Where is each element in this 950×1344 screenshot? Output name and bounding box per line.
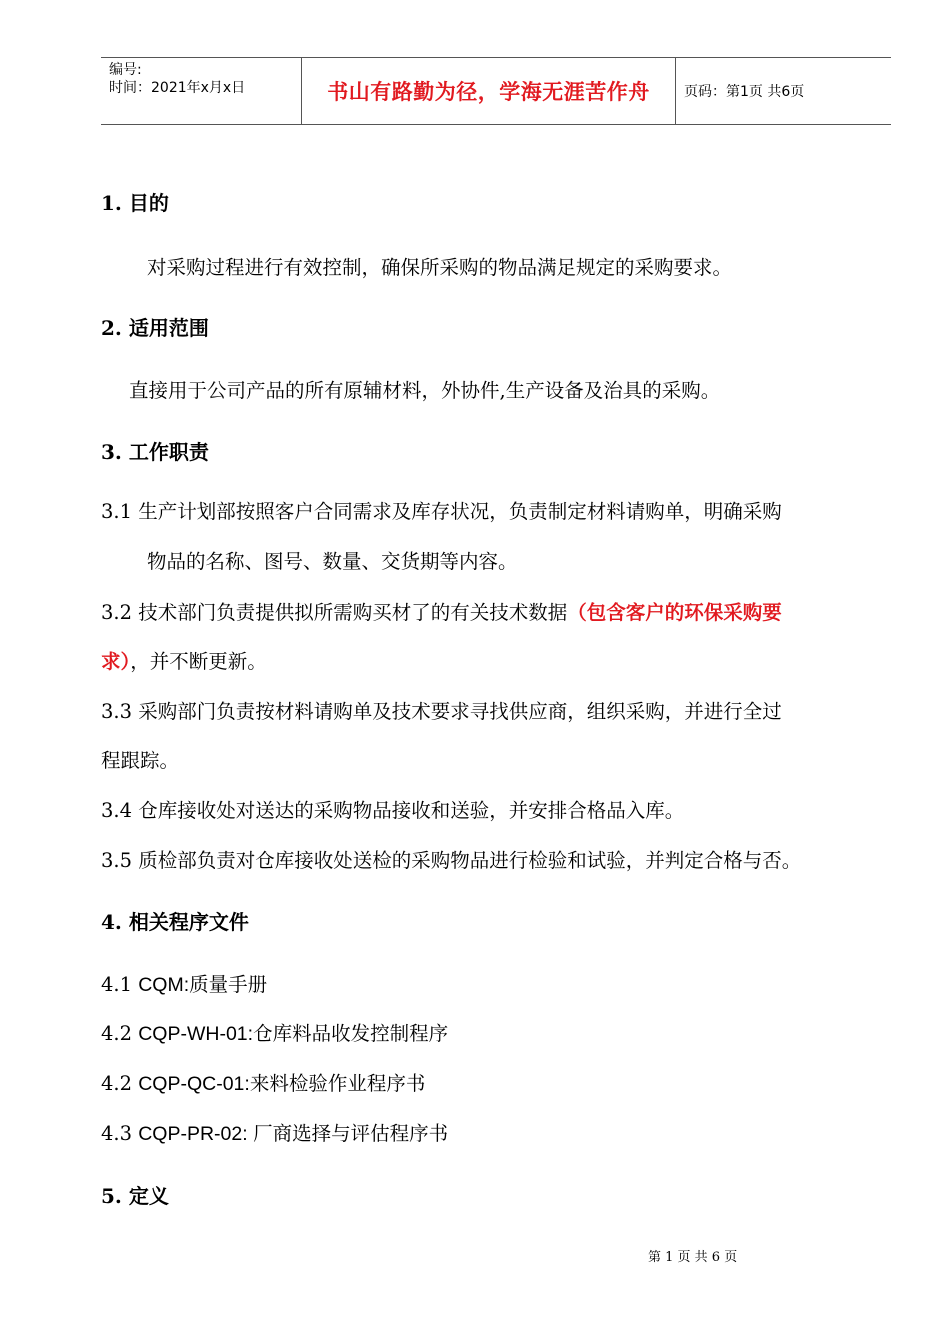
ref-title: 来料检验作业程序书 [249, 1072, 426, 1095]
section-2-title: 2. 适用范围 [101, 316, 209, 340]
item-3-2-line2 [101, 646, 267, 674]
item-3-5: 3.5 质检部负责对仓库接收处送检的采购物品进行检验和试验，并判定合格与否。 [101, 849, 802, 872]
section-1-title: 1. 目的 [101, 191, 169, 215]
time-label: 时间：2021年x月x日 [109, 80, 246, 96]
item-3-3-line1: 3.3 采购部门负责按材料请购单及技术要求寻找供应商，组织采购，并进行全过 [101, 700, 782, 723]
section-4-title: 4. 相关程序文件 [101, 910, 249, 934]
page-info-text: 页码：第1页 共6页 [684, 84, 805, 100]
ref-num: 4.2 [101, 1072, 139, 1095]
ref-code: CQM: [138, 974, 190, 996]
ref-num: 4.1 [101, 973, 139, 996]
ref-doc-item [101, 969, 267, 997]
item-3-1-line2: 物品的名称、图号、数量、交货期等内容。 [147, 550, 518, 573]
ref-num: 4.2 [101, 1022, 139, 1045]
page-header [101, 57, 891, 125]
ref-title: 仓库料品收发控制程序 [253, 1022, 449, 1045]
ref-num: 4.3 [101, 1122, 139, 1145]
item-3-2-highlight-end: 求） [101, 650, 131, 673]
ref-doc-item [101, 1068, 425, 1096]
section-2-body: 直接用于公司产品的所有原辅材料，外协件,生产设备及治具的采购。 [129, 379, 721, 402]
number-label: 编号: [109, 62, 142, 78]
item-3-4: 3.4 仓库接收处对送达的采购物品接收和送验，并安排合格品入库。 [101, 799, 685, 822]
item-3-2-line1 [101, 597, 782, 625]
ref-code: CQP-QC-01: [138, 1073, 250, 1095]
item-3-2-text-end: ，并不断更新。 [130, 650, 267, 673]
item-3-2-text: 3.2 技术部门负责提供拟所需购买材了的有关技术数据 [101, 601, 568, 624]
item-3-1-line1: 3.1 生产计划部按照客户合同需求及库存状况，负责制定材料请购单，明确采购 [101, 500, 782, 523]
section-5-title: 5. 定义 [101, 1184, 169, 1208]
header-meta [101, 58, 302, 124]
item-3-3-line2: 程跟踪。 [101, 749, 180, 772]
section-3-title: 3. 工作职责 [101, 440, 209, 464]
ref-code: CQP-WH-01: [138, 1023, 254, 1045]
header-motto-cell [302, 58, 676, 124]
section-1-body: 对采购过程进行有效控制，确保所采购的物品满足规定的采购要求。 [147, 256, 733, 279]
ref-title: 厂商选择与评估程序书 [253, 1122, 449, 1145]
ref-doc-item [101, 1118, 448, 1146]
ref-code: CQP-PR-02: [138, 1123, 254, 1145]
header-page-info [676, 58, 891, 124]
header-motto: 书山有路勤为径，学海无涯苦作舟 [327, 79, 650, 104]
item-3-2-highlight: （包含客户的环保采购要 [567, 601, 782, 624]
ref-doc-item [101, 1018, 448, 1046]
ref-title: 质量手册 [189, 973, 268, 996]
page-footer: 第 1 页 共 6 页 [648, 1250, 738, 1265]
